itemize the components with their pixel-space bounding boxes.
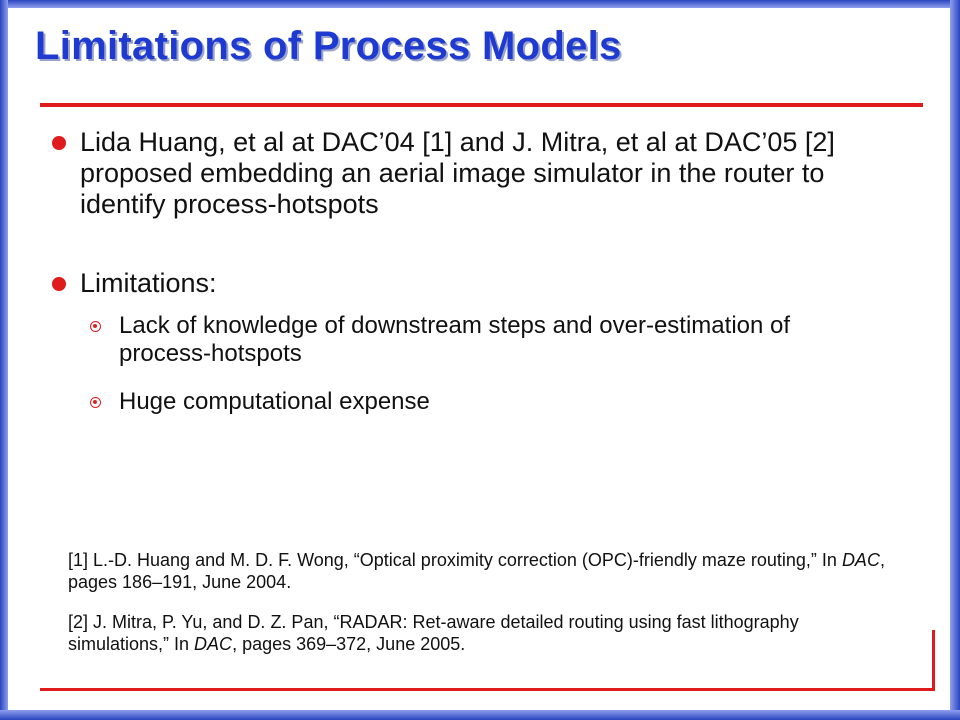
reference-text: , pages 186–191, June 2004.	[68, 550, 885, 592]
reference-1	[68, 549, 888, 593]
circled-dot-icon	[90, 397, 101, 408]
filled-red-circle-icon	[52, 277, 66, 291]
title-underline-rule	[40, 103, 923, 107]
slide-title: Limitations of Process Models	[35, 24, 622, 68]
frame-bottom-border	[0, 710, 960, 720]
reference-2	[68, 611, 888, 655]
frame-left-border	[0, 0, 8, 720]
bullet-text: Lida Huang, et al at DAC’04 [1] and J. Mitra, et al at DAC’05 [2] proposed embedding an aerial image simulator in the router to identify process-hotspots	[80, 127, 835, 219]
frame-right-border	[950, 0, 960, 720]
sub-bullet-text: Huge computational expense	[119, 388, 430, 415]
filled-red-circle-icon	[52, 136, 66, 150]
corner-rule-vertical	[932, 630, 935, 691]
reference-venue: DAC	[194, 634, 233, 654]
bullet-text: Limitations:	[80, 268, 217, 298]
sub-bullet-text: Lack of knowledge of downstream steps and over-estimation of process-hotspots	[119, 312, 791, 367]
reference-text: [2] J. Mitra, P. Yu, and D. Z. Pan, “RADAR: Ret-aware detailed routing using fast lithography simulations,” In	[68, 612, 799, 654]
reference-text: , pages 369–372, June 2005.	[232, 634, 466, 654]
reference-venue: DAC	[841, 550, 880, 570]
circled-dot-icon	[90, 321, 101, 332]
corner-rule-horizontal	[40, 688, 935, 691]
reference-text: [1] L.-D. Huang and M. D. F. Wong, “Optical proximity correction (OPC)-friendly maze routing,” In	[68, 550, 842, 570]
frame-top-border	[0, 0, 960, 8]
